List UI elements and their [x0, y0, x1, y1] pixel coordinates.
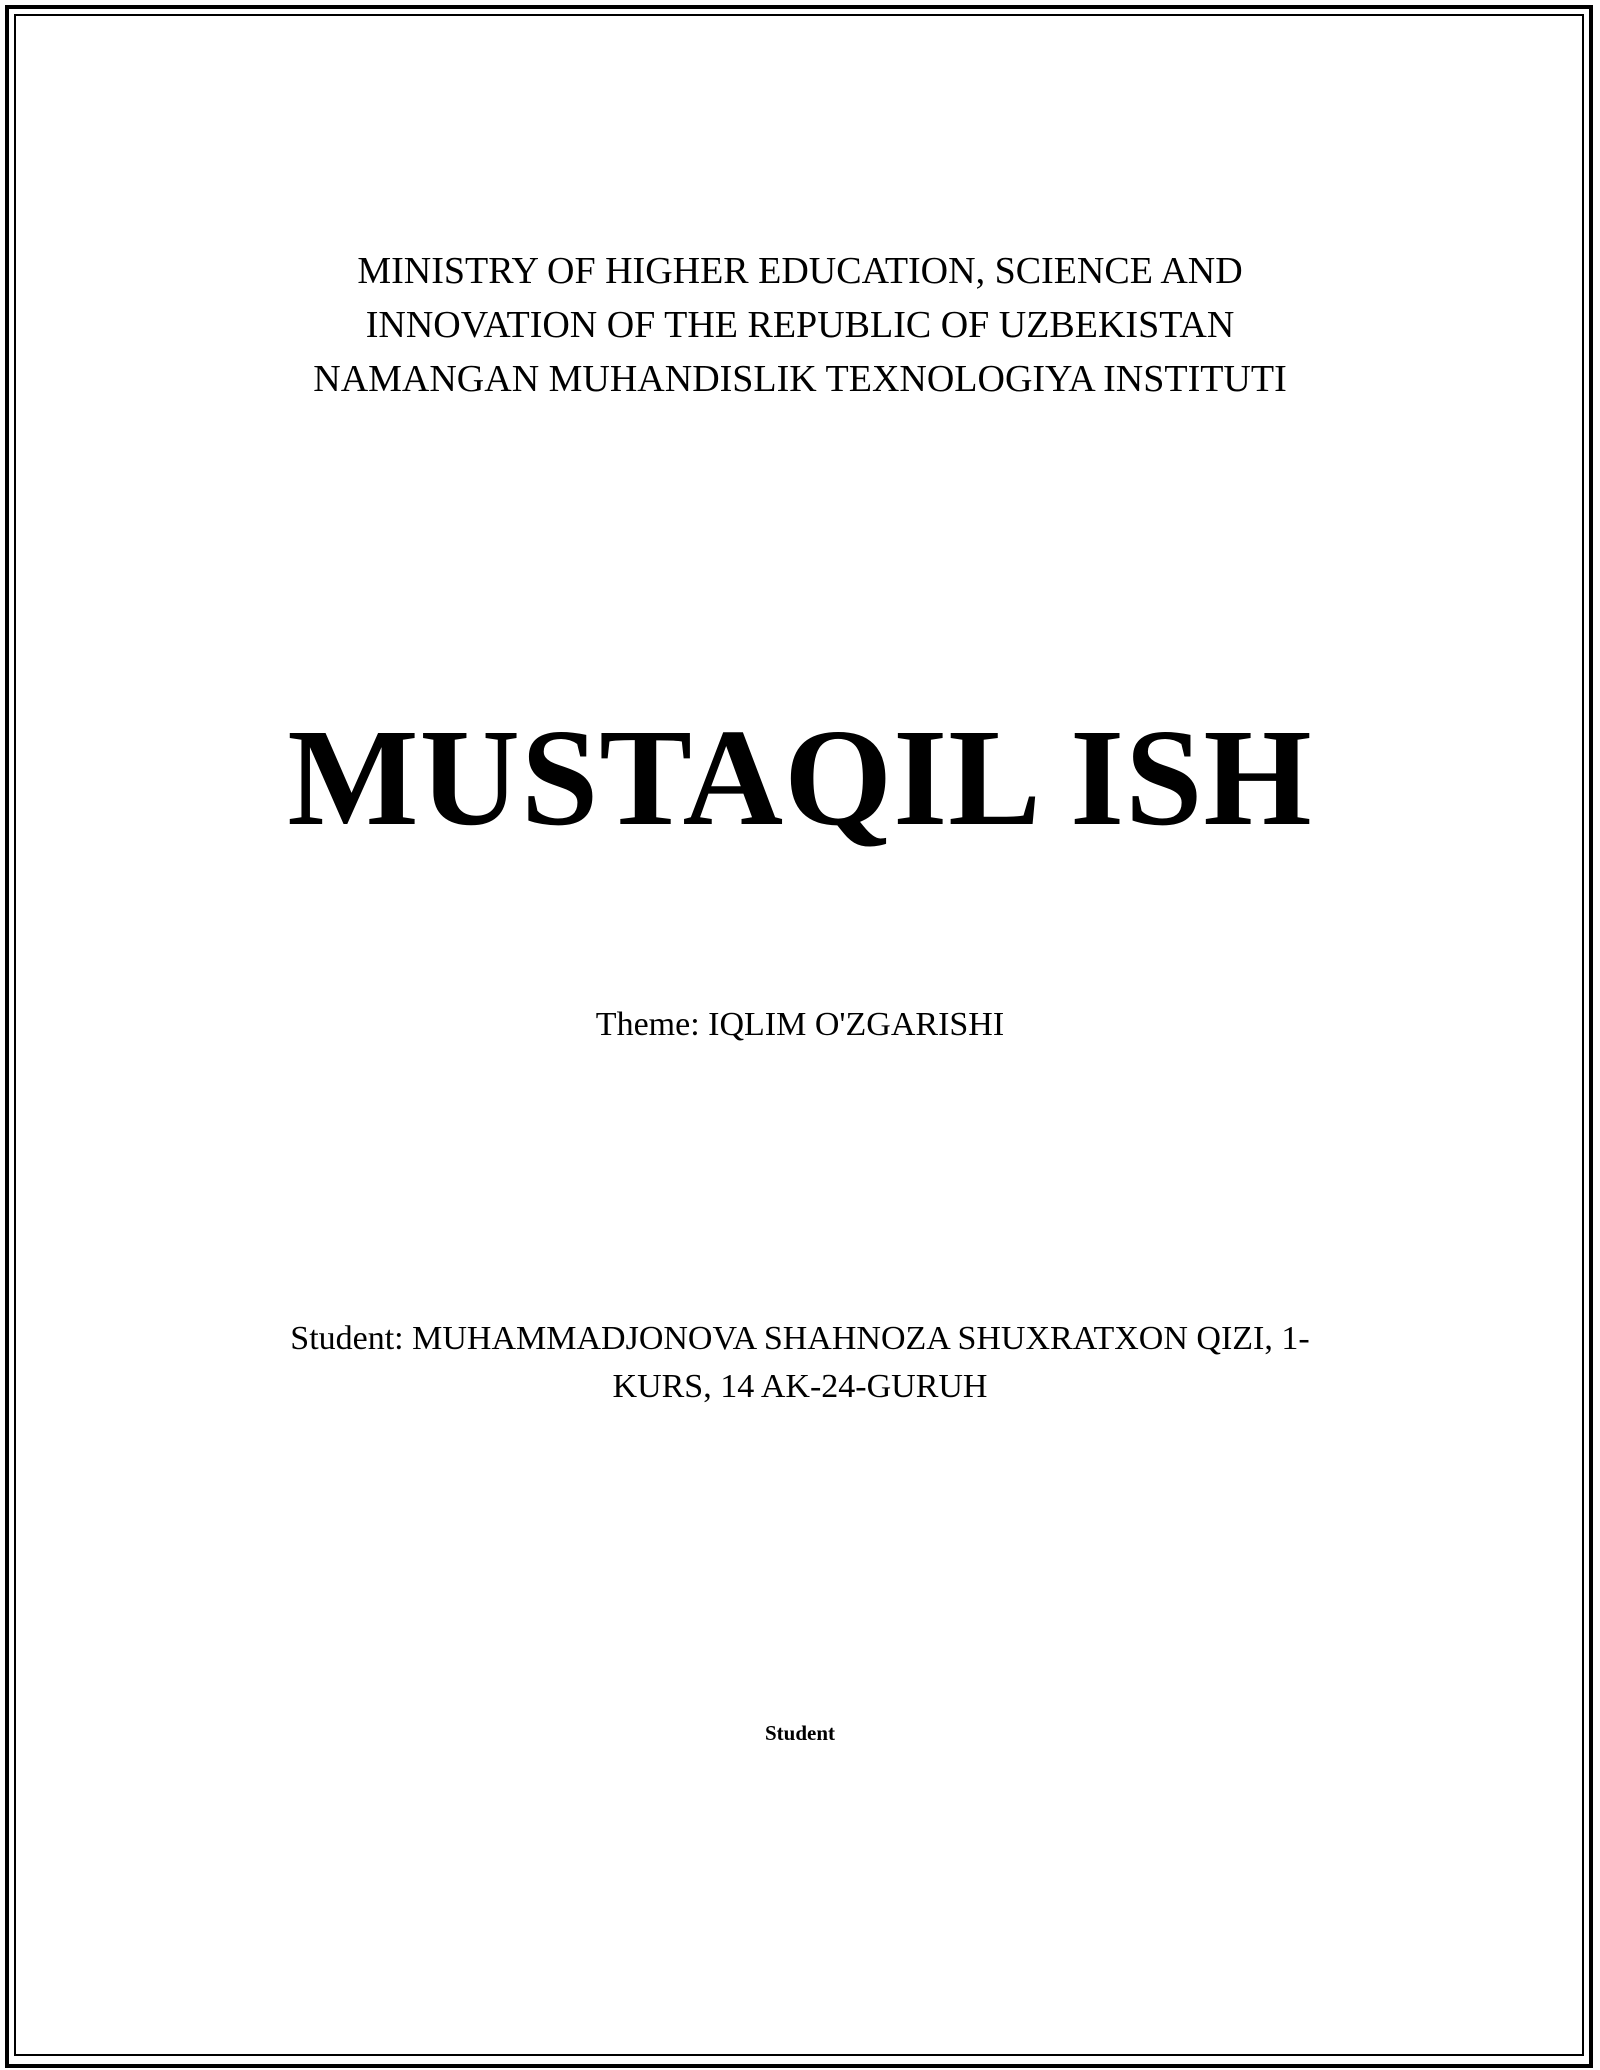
document-title: MUSTAQIL ISH	[287, 701, 1313, 855]
header-line-2: INNOVATION OF THE REPUBLIC OF UZBEKISTAN	[365, 304, 1235, 346]
student-info	[230, 1315, 1370, 1411]
header-line-3: NAMANGAN MUHANDISLIK TEXNOLOGIYA INSTITUTI	[313, 358, 1287, 400]
student-info-line-1: Student: MUHAMMADJONOVA SHAHNOZA SHUXRATXON QIZI, 1-	[290, 1320, 1310, 1357]
document-theme: Theme: IQLIM O'ZGARISHI	[595, 1006, 1005, 1043]
student-info-line-2: KURS, 14 AK-24-GURUH	[612, 1368, 988, 1405]
student-label: Student	[764, 1721, 836, 1745]
header-line-1: MINISTRY OF HIGHER EDUCATION, SCIENCE AND	[357, 250, 1243, 292]
institution-header	[0, 244, 1600, 406]
